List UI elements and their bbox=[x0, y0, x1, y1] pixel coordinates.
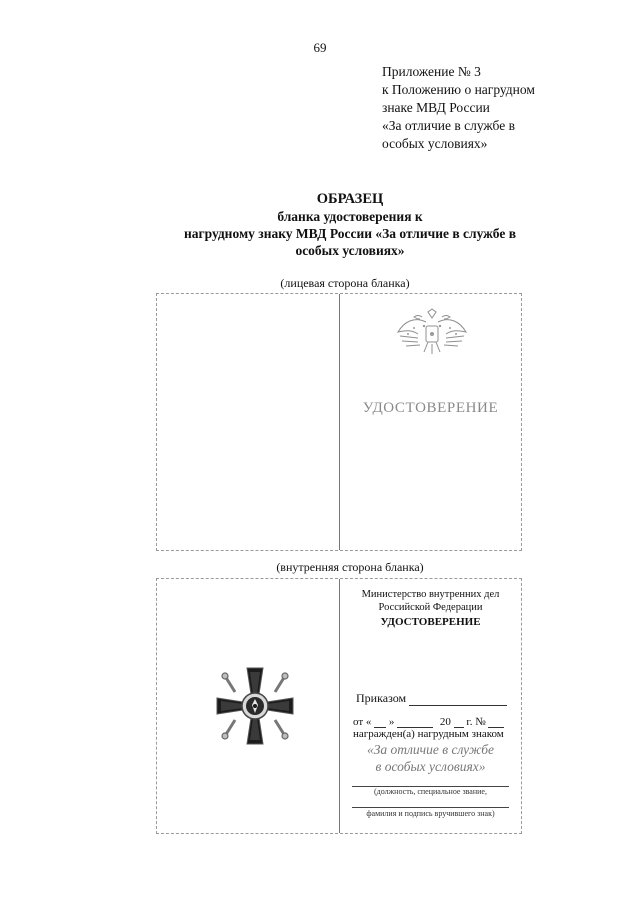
inner-right-panel bbox=[339, 579, 521, 833]
ministry-name bbox=[340, 588, 521, 614]
badge-name-line: в особых условиях» bbox=[375, 759, 486, 774]
badge-name bbox=[340, 741, 521, 775]
heading-line: нагрудному знаку МВД России «За отличие в службе в bbox=[183, 226, 517, 241]
front-right-panel bbox=[339, 294, 521, 550]
signature-caption: (должность, специальное звание, bbox=[374, 787, 487, 796]
order-field bbox=[356, 691, 507, 706]
order-label: Приказом bbox=[356, 691, 407, 705]
appendix-line: «За отличие в службе в bbox=[382, 118, 515, 133]
signature-line bbox=[352, 807, 509, 808]
heading-line: бланка удостоверения к bbox=[277, 209, 423, 224]
inner-certificate-title: УДОСТОВЕРЕНИЕ bbox=[380, 616, 481, 628]
appendix-note bbox=[382, 63, 632, 153]
document-heading bbox=[60, 191, 640, 259]
inner-side-form bbox=[156, 578, 522, 834]
date-close-quote: » bbox=[388, 716, 395, 728]
date-from-label: от « bbox=[353, 716, 372, 728]
appendix-line: знаке МВД России bbox=[382, 100, 490, 115]
date-field bbox=[353, 715, 504, 728]
ministry-line: Министерство внутренних дел bbox=[361, 589, 500, 600]
heading-title: ОБРАЗЕЦ bbox=[316, 191, 384, 207]
heading-line: особых условиях» bbox=[295, 243, 405, 258]
cross-badge-icon bbox=[213, 664, 297, 748]
number-label: г. № bbox=[466, 716, 486, 728]
inner-left-panel bbox=[157, 579, 339, 833]
front-left-panel bbox=[157, 294, 339, 550]
badge-name-line: «За отличие в службе bbox=[366, 742, 494, 757]
front-side-caption: (лицевая сторона бланка) bbox=[280, 276, 410, 290]
appendix-line: Приложение № 3 bbox=[382, 64, 481, 79]
awarded-text: награжден(а) нагрудным знаком bbox=[353, 728, 504, 740]
day-blank bbox=[374, 715, 386, 728]
appendix-line: особых условиях» bbox=[382, 136, 488, 151]
month-blank bbox=[397, 715, 433, 728]
inner-side-caption: (внутренняя сторона бланка) bbox=[276, 560, 424, 574]
ministry-line: Российской Федерации bbox=[378, 602, 483, 613]
signature-caption: фамилия и подпись вручившего знак) bbox=[366, 809, 495, 818]
year-prefix: 20 bbox=[439, 716, 451, 728]
double-headed-eagle-emblem-icon bbox=[384, 308, 480, 360]
page-number: 69 bbox=[313, 40, 327, 55]
front-side-form bbox=[156, 293, 522, 551]
order-blank bbox=[409, 693, 507, 706]
number-blank bbox=[488, 715, 504, 728]
year-blank bbox=[454, 715, 464, 728]
appendix-line: к Положению о нагрудном bbox=[382, 82, 535, 97]
front-certificate-title: УДОСТОВЕРЕНИЕ bbox=[362, 400, 499, 416]
